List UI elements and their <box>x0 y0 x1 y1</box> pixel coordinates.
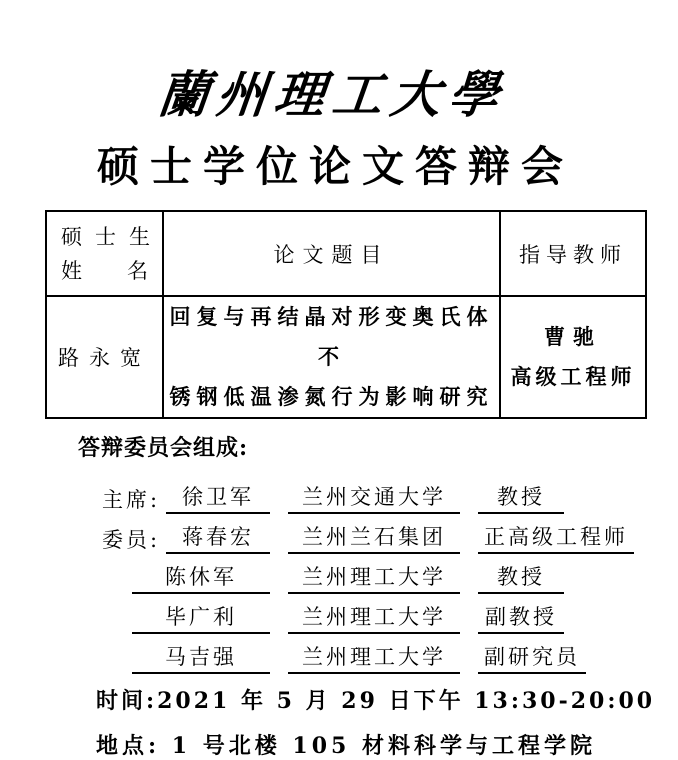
committee-list <box>0 474 671 674</box>
member-rank: 教授 <box>478 481 564 514</box>
member-rank: 教授 <box>478 561 564 594</box>
student-label-char-ming: 名 <box>127 258 148 283</box>
member-name: 陈休军 <box>132 561 270 594</box>
committee-member-row-chair <box>0 474 671 514</box>
thesis-title-line2: 锈钢低温渗氮行为影响研究 <box>169 384 494 409</box>
header-cell-thesis-title: 论文题目 <box>163 211 500 296</box>
member-name: 毕广利 <box>132 601 270 634</box>
defense-time: 时间:2021 年 5 月 29 日下午 13:30-20:00 <box>96 688 656 714</box>
member-name: 蒋春宏 <box>166 521 270 554</box>
student-label-line1: 硕士生 <box>61 224 163 249</box>
header-cell-student-name <box>46 211 163 296</box>
advisor-name: 曹驰 <box>544 324 602 349</box>
committee-heading: 答辩委员会组成: <box>78 435 249 461</box>
member-name: 徐卫军 <box>166 481 270 514</box>
member-role-label: 主席: <box>102 488 161 512</box>
advisor-value <box>500 296 646 418</box>
university-logo-calligraphy: 蘭州理工大學 <box>155 65 510 124</box>
page-title: 硕士学位论文答辩会 <box>96 142 574 191</box>
thesis-title-line1: 回复与再结晶对形变奥氏体不 <box>169 304 494 369</box>
member-rank: 正高级工程师 <box>478 521 634 554</box>
thesis-title-value <box>163 296 500 418</box>
table-header-row <box>46 211 646 296</box>
member-name: 马吉强 <box>132 641 270 674</box>
table-data-row <box>46 296 646 418</box>
student-name-value: 路永宽 <box>46 296 163 418</box>
student-label-char-xing: 姓 <box>61 258 82 283</box>
committee-member-row <box>0 514 671 554</box>
defense-info-table <box>45 210 647 419</box>
member-rank: 副研究员 <box>478 641 586 674</box>
committee-member-row <box>0 594 671 634</box>
member-organization: 兰州交通大学 <box>288 481 460 514</box>
committee-member-row <box>0 634 671 674</box>
defense-location: 地点: 1 号北楼 105 材料科学与工程学院 <box>96 733 596 759</box>
member-organization: 兰州兰石集团 <box>288 521 460 554</box>
header-cell-advisor: 指导教师 <box>500 211 646 296</box>
member-rank: 副教授 <box>478 601 564 634</box>
student-label-line2 <box>61 254 148 288</box>
member-organization: 兰州理工大学 <box>288 561 460 594</box>
member-role-label: 委员: <box>102 528 161 552</box>
member-organization: 兰州理工大学 <box>288 641 460 674</box>
committee-member-row <box>0 554 671 594</box>
advisor-rank: 高级工程师 <box>510 364 636 389</box>
member-organization: 兰州理工大学 <box>288 601 460 634</box>
